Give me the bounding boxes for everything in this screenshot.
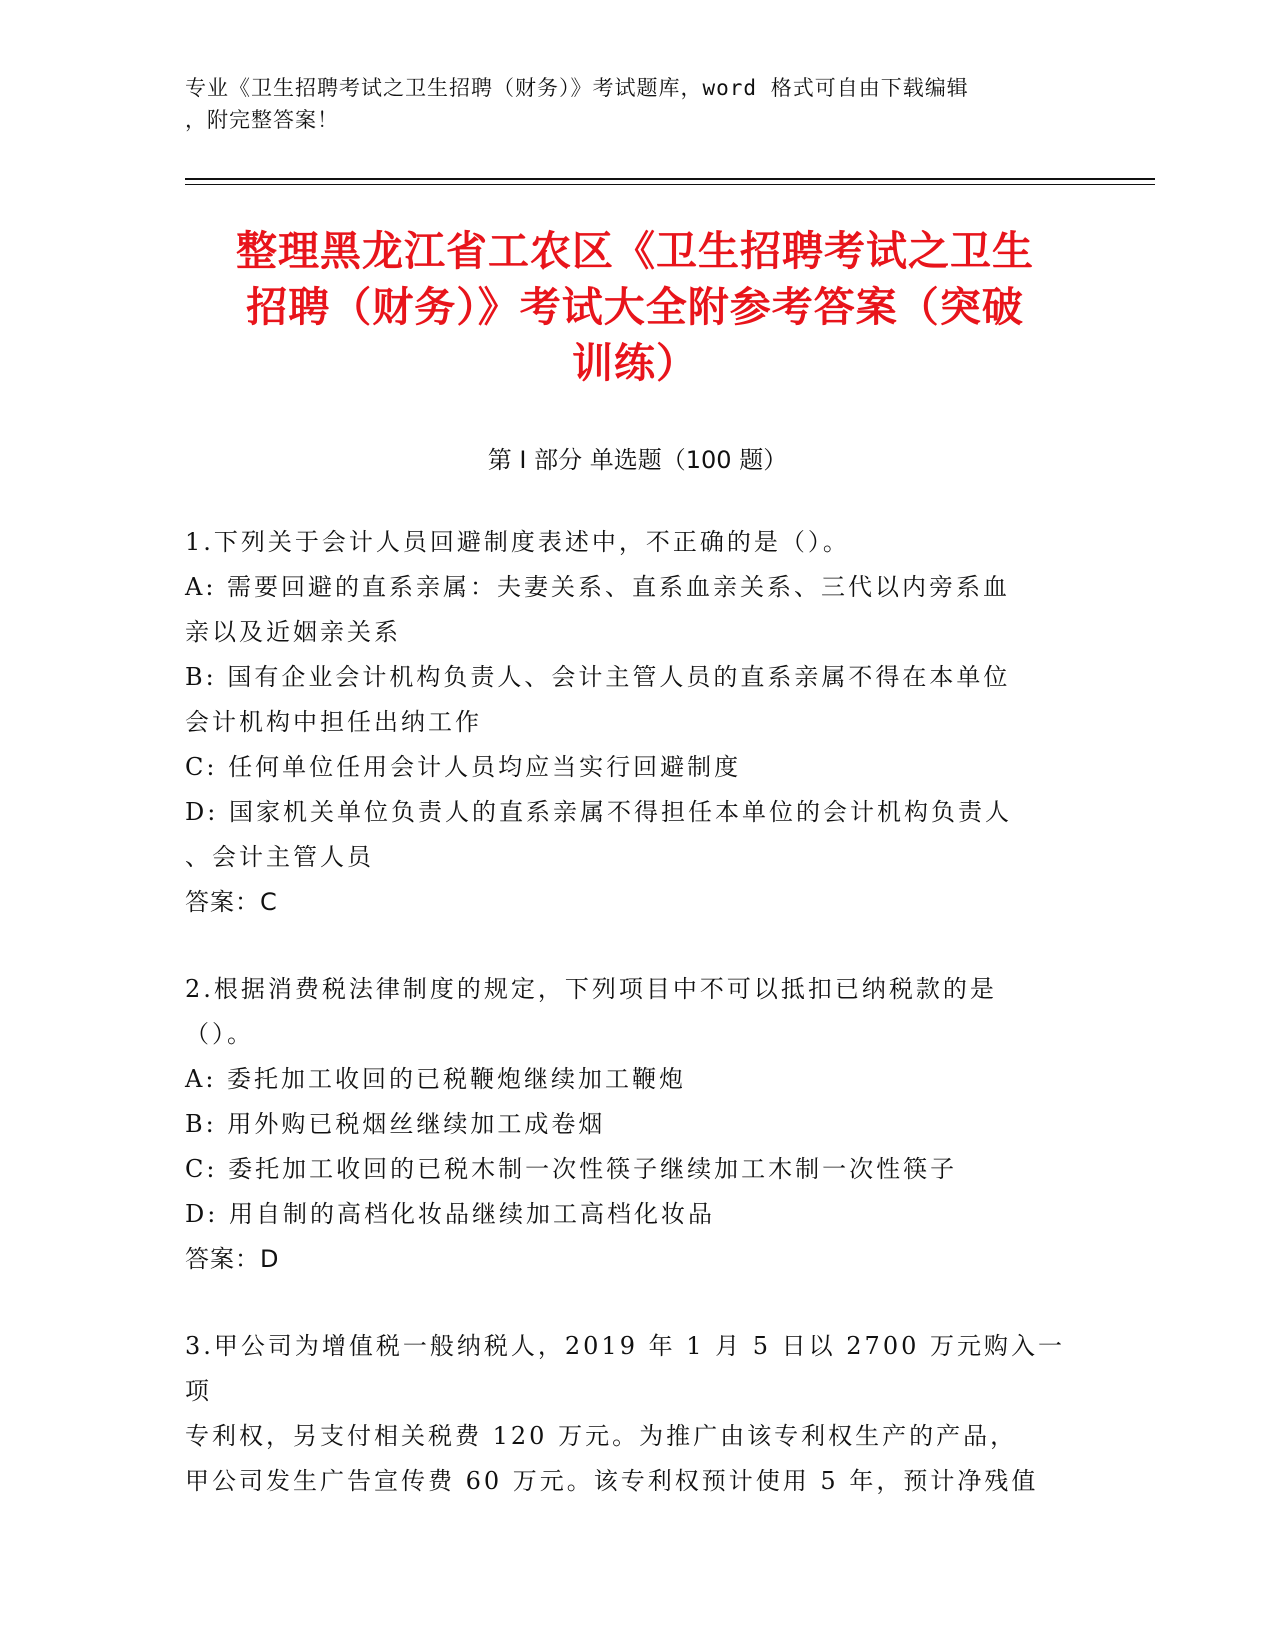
question-1-answer: 答案：C — [185, 888, 278, 916]
question-1-option-b: B: 国有企业会计机构负责人、会计主管人员的直系亲属不得在本单位 — [185, 663, 1011, 691]
question-2-answer: 答案：D — [185, 1245, 280, 1273]
header-note-line-1: 专业《卫生招聘考试之卫生招聘（财务）》考试题库，word 格式可自由下载编辑 — [185, 76, 969, 100]
question-2-stem-cont: （）。 — [185, 1020, 254, 1048]
question-2-stem: 2.根据消费税法律制度的规定，下列项目中不可以抵扣已纳税款的是 — [185, 975, 997, 1003]
question-1-option-b-cont: 会计机构中担任出纳工作 — [185, 708, 482, 736]
question-list — [185, 520, 1085, 1546]
document-title — [195, 223, 1075, 391]
question-1-option-c: C: 任何单位任用会计人员均应当实行回避制度 — [185, 753, 742, 781]
document-title-line-3: 训练） — [572, 339, 698, 387]
section-heading: 第 I 部分 单选题（100 题） — [487, 446, 788, 474]
question-2 — [185, 967, 1085, 1282]
question-3-stem: 3.甲公司为增值税一般纳税人，2019 年 1 月 5 日以 2700 万元购入一项 — [185, 1332, 1065, 1405]
question-2-option-a: A: 委托加工收回的已税鞭炮继续加工鞭炮 — [185, 1065, 687, 1093]
question-1-option-a-cont: 亲以及近姻亲关系 — [185, 618, 401, 646]
question-1-option-a: A: 需要回避的直系亲属：夫妻关系、直系血亲关系、三代以内旁系血 — [185, 573, 1011, 601]
question-1-option-d-cont: 、会计主管人员 — [185, 843, 374, 871]
question-2-option-d: D: 用自制的高档化妆品继续加工高档化妆品 — [185, 1200, 715, 1228]
question-1-option-d: D: 国家机关单位负责人的直系亲属不得担任本单位的会计机构负责人 — [185, 798, 1012, 826]
question-2-option-c: C: 委托加工收回的已税木制一次性筷子继续加工木制一次性筷子 — [185, 1155, 958, 1183]
question-3-stem-cont-1: 专利权，另支付相关税费 120 万元。为推广由该专利权生产的产品， — [185, 1422, 1018, 1450]
question-1 — [185, 520, 1085, 925]
header-note-line-2: ，附完整答案！ — [185, 108, 339, 132]
document-title-line-1: 整理黑龙江省工农区《卫生招聘考试之卫生 — [236, 227, 1034, 275]
header-note — [185, 72, 1065, 136]
question-3 — [185, 1324, 1085, 1504]
header-divider-thick — [185, 178, 1155, 180]
question-1-stem: 1.下列关于会计人员回避制度表述中，不正确的是（）。 — [185, 528, 850, 556]
question-2-option-b: B: 用外购已税烟丝继续加工成卷烟 — [185, 1110, 606, 1138]
question-3-stem-cont-2: 甲公司发生广告宣传费 60 万元。该专利权预计使用 5 年，预计净残值 — [185, 1467, 1039, 1495]
document-title-line-2: 招聘（财务）》考试大全附参考答案（突破 — [246, 283, 1024, 331]
header-divider-thin — [185, 184, 1155, 185]
